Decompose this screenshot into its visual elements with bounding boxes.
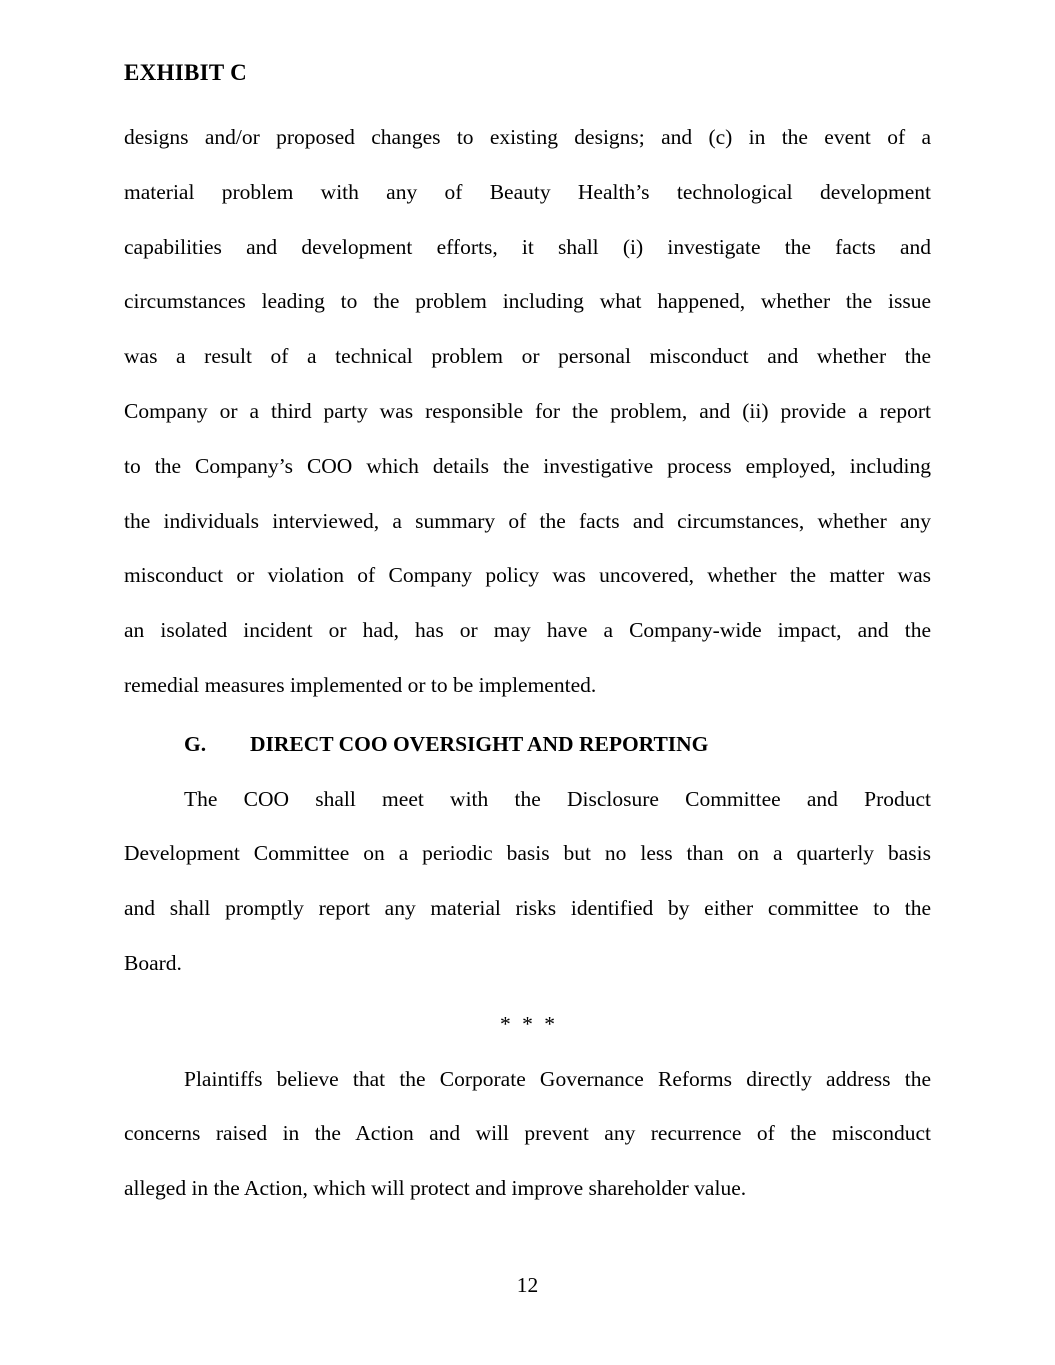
- paragraph-coo-meeting: [124, 772, 931, 991]
- text-line: material problem with any of Beauty Health’s technological development: [124, 179, 931, 204]
- page-number: 12: [516, 1273, 539, 1297]
- text-line: Development Committee on a periodic basis but no less than on a quarterly basis: [124, 841, 931, 866]
- text-line: Plaintiffs believe that the Corporate Governance Reforms directly address the: [184, 1066, 931, 1091]
- text-line: capabilities and development efforts, it shall (i) investigate the facts and: [124, 234, 931, 259]
- text-line: concerns raised in the Action and will prevent any recurrence of the misconduct: [124, 1121, 931, 1146]
- text-line: Board.: [124, 950, 182, 975]
- section-title: DIRECT COO OVERSIGHT AND REPORTING: [250, 731, 709, 756]
- text-line: and shall promptly report any material risks identified by either committee to the: [124, 896, 931, 921]
- text-line: designs and/or proposed changes to existing designs; and (c) in the event of a: [124, 125, 931, 149]
- paragraph-plaintiffs: [124, 1052, 931, 1216]
- text-line: The COO shall meet with the Disclosure Committee and Product: [184, 786, 931, 811]
- section-letter: G.: [184, 731, 207, 756]
- text-line: misconduct or violation of Company policy was uncovered, whether the matter was: [124, 563, 931, 588]
- exhibit-label: EXHIBIT C: [124, 60, 248, 85]
- text-line: an isolated incident or had, has or may have a Company-wide impact, and the: [124, 618, 931, 643]
- text-line: was a result of a technical problem or personal misconduct and whether the: [124, 344, 931, 369]
- text-line: circumstances leading to the problem including what happened, whether the issue: [124, 289, 931, 314]
- text-line: remedial measures implemented or to be implemented.: [124, 672, 597, 697]
- text-line: to the Company’s COO which details the investigative process employed, including: [124, 453, 931, 478]
- section-heading: [124, 717, 931, 772]
- text-line: alleged in the Action, which will protect and improve shareholder value.: [124, 1176, 747, 1201]
- paragraph-continuation: [124, 110, 931, 713]
- body-text: [124, 110, 931, 1216]
- asterisk-separator: * * *: [500, 1011, 555, 1036]
- text-line: Company or a third party was responsible for the problem, and (ii) provide a report: [124, 398, 931, 423]
- text-line: the individuals interviewed, a summary of the facts and circumstances, whether any: [124, 508, 931, 533]
